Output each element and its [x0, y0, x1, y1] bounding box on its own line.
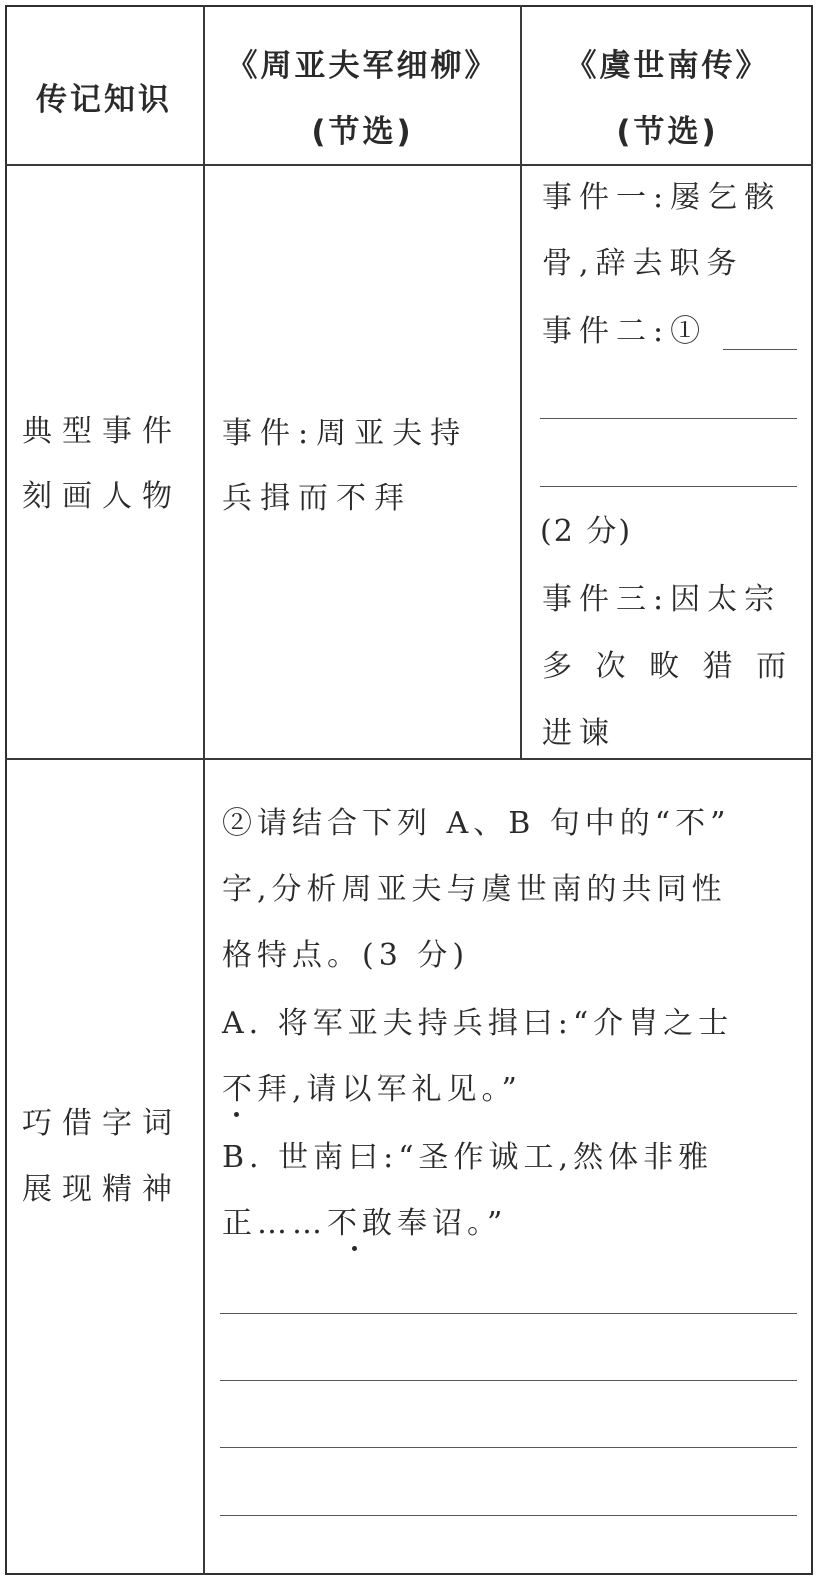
sentence-a-line2: 不拜,请以军礼见。”	[222, 1072, 522, 1107]
yushinan-event3-line3: 进谏	[542, 716, 616, 751]
answer-line-4[interactable]	[220, 1515, 797, 1516]
emphasis-dot-a	[234, 1112, 239, 1117]
question2-line2: 字,分析周亚夫与虞世南的共同性	[222, 872, 727, 907]
header-col3-title: 《虞世南传》	[565, 48, 770, 84]
yushinan-event3-line1: 事件三:因太宗	[542, 582, 782, 617]
row1-label-line2: 刻画人物	[22, 479, 182, 514]
answer-line-3[interactable]	[220, 1447, 797, 1448]
yushinan-event2-prefix: 事件二:①	[542, 314, 708, 349]
table-border	[5, 5, 813, 1575]
yushinan-event1-line2: 骨,辞去职务	[542, 246, 744, 281]
row-divider-events	[5, 758, 813, 760]
emphasis-dot-b	[352, 1246, 357, 1251]
answer-line-2[interactable]	[220, 1380, 797, 1381]
zhouyafu-event-line1: 事件:周亚夫持	[222, 416, 469, 451]
event2-score: (2 分)	[540, 514, 633, 549]
question2-line1: ②请结合下列 A、B 句中的“不”	[222, 806, 731, 841]
sentence-a-line1: A. 将军亚夫持兵揖曰:“介胄之士	[222, 1006, 734, 1041]
event2-answer-blank-1[interactable]	[723, 349, 797, 350]
row1-label-line1: 典型事件	[22, 414, 182, 449]
row2-label-line1: 巧借字词	[22, 1106, 182, 1141]
answer-line-1[interactable]	[220, 1313, 797, 1314]
header-col1: 传记知识	[36, 82, 172, 118]
event2-answer-blank-3[interactable]	[540, 486, 797, 487]
row2-label-line2: 展现精神	[22, 1172, 182, 1207]
header-col3-subtitle: (节选)	[616, 114, 719, 150]
sentence-b-line2: 正……不敢奉诏。”	[222, 1206, 508, 1241]
header-col2-subtitle: (节选)	[311, 114, 414, 150]
yushinan-event1-line1: 事件一:屡乞骸	[542, 180, 782, 215]
sentence-b-line1: B. 世南曰:“圣作诚工,然体非雅	[222, 1140, 714, 1175]
yushinan-event3-line2: 多 次 畋 猎 而	[542, 649, 794, 684]
column-divider-1	[203, 5, 205, 1575]
row-divider-header	[5, 164, 813, 166]
question2-line3: 格特点。(3 分)	[222, 938, 470, 973]
header-col2-title: 《周亚夫军细柳》	[226, 48, 499, 84]
zhouyafu-event-line2: 兵揖而不拜	[222, 481, 412, 516]
event2-answer-blank-2[interactable]	[540, 418, 797, 419]
